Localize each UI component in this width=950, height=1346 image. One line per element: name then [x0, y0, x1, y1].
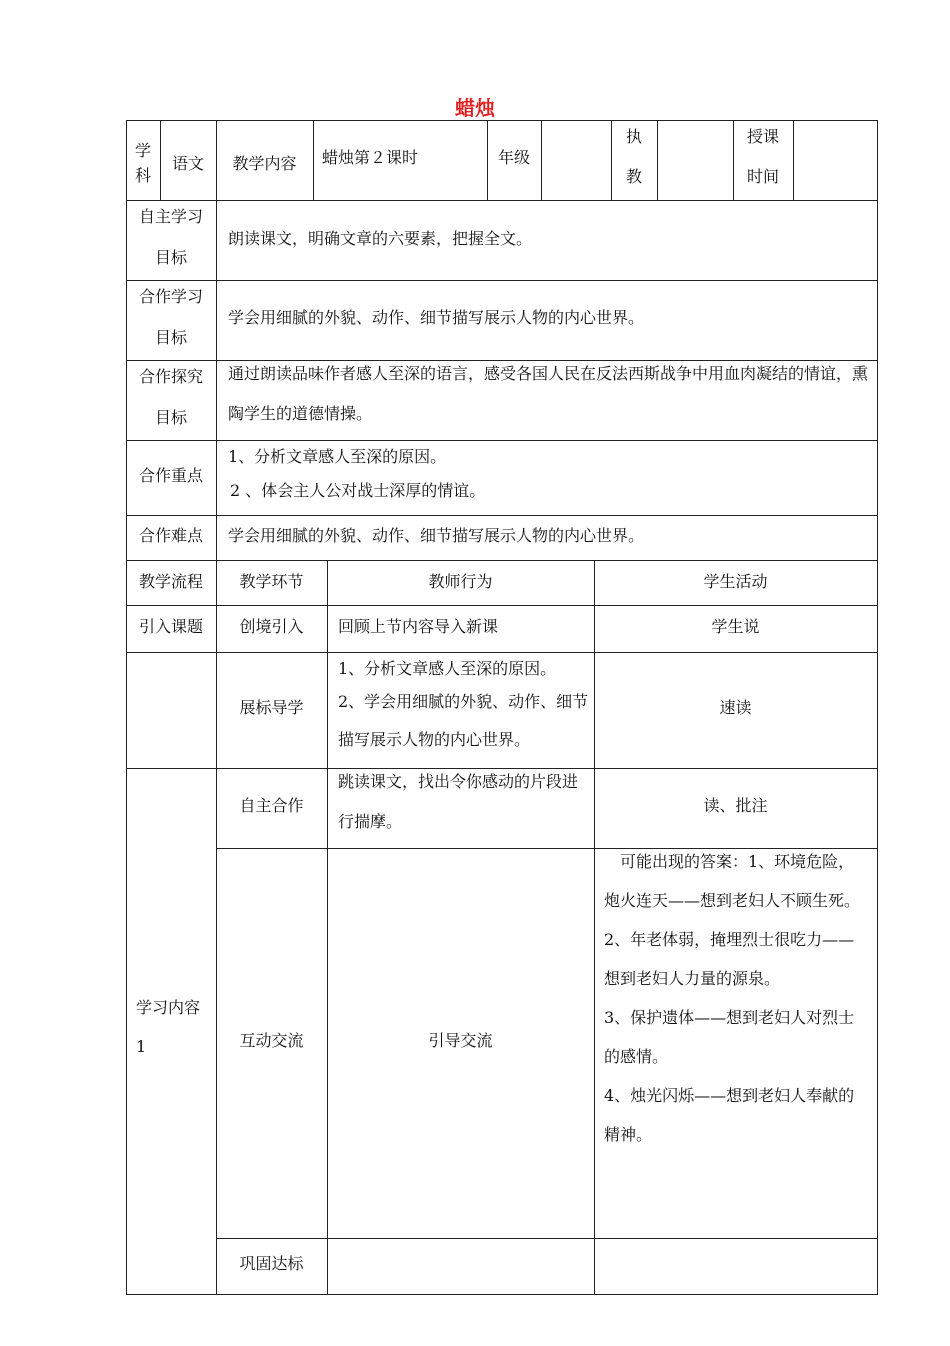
self-student: 读、批注 [703, 796, 768, 815]
document-title: 蜡烛 [455, 96, 495, 120]
interact-student-answers [604, 842, 870, 1154]
show-teacher-item: 2、学会用细腻的外貌、动作、细节描写展示人物的内心世界。 [338, 692, 589, 749]
show-step: 展标导学 [239, 698, 304, 717]
subject-label: 科 [134, 166, 151, 185]
row-divider [126, 280, 878, 281]
difficulty-text: 学会用细腻的外貌、动作、细节描写展示人物的内心世界。 [228, 526, 645, 545]
table-border-top [126, 120, 878, 121]
answer-item: 3、保护遗体——想到老妇人对烈士的感情。 [604, 1008, 855, 1066]
content-value: 蜡烛第２课时 [322, 148, 419, 167]
interact-step: 互动交流 [239, 1031, 304, 1050]
time-label: 时间 [746, 167, 779, 186]
row-divider [126, 515, 878, 516]
goal-label: 目标 [154, 408, 187, 427]
teacher-label: 教 [625, 167, 642, 186]
col-divider [541, 120, 542, 200]
intro-teacher: 回顾上节内容导入新课 [338, 617, 499, 636]
teacher-label: 执 [625, 127, 642, 146]
study-content-label: 学习内容 [136, 998, 201, 1017]
goal-text: 朗读课文，明确文章的六要素，把握全文。 [228, 229, 533, 248]
key-point-item: 2 、体会主人公对战士深厚的情谊。 [230, 481, 486, 500]
intro-student: 学生说 [711, 617, 760, 636]
difficulty-label: 合作难点 [138, 526, 203, 545]
show-teacher-item: 1、分析文章感人至深的原因。 [338, 659, 557, 678]
show-student: 速读 [719, 698, 752, 717]
subject-value: 语文 [171, 154, 204, 173]
goal-label: 合作学习 [138, 287, 203, 306]
key-points-label: 合作重点 [138, 466, 203, 485]
goal-text: 通过朗读品味作者感人至深的语言，感受各国人民在反法西斯战争中用血肉凝结的情谊，熏陶学生的道德情操。 [228, 364, 869, 423]
intro-flow: 引入课题 [138, 617, 203, 636]
goal-label: 自主学习 [138, 207, 203, 226]
goal-label: 合作探究 [138, 367, 203, 386]
time-label: 授课 [746, 127, 779, 146]
row-divider [126, 560, 878, 561]
process-header-teacher: 教师行为 [428, 572, 493, 591]
answer-item: 可能出现的答案：1、环境危险，炮火连天——想到老妇人不顾生死。 [604, 852, 861, 910]
col-divider [216, 560, 217, 1295]
content-label: 教学内容 [232, 154, 297, 173]
consolidate-step: 巩固达标 [239, 1254, 304, 1273]
process-header-student: 学生活动 [703, 572, 768, 591]
table-border-right [877, 120, 878, 1295]
subject-label: 学 [134, 141, 151, 160]
col-divider [327, 560, 328, 1295]
self-step: 自主合作 [239, 796, 304, 815]
col-divider [793, 120, 794, 200]
key-point-item: 1、分析文章感人至深的原因。 [228, 447, 447, 466]
col-divider [594, 560, 595, 1295]
col-divider [216, 200, 217, 560]
grade-label: 年级 [497, 148, 530, 167]
col-divider [313, 120, 314, 200]
interact-teacher: 引导交流 [428, 1031, 493, 1050]
row-divider [126, 440, 878, 441]
goal-text: 学会用细腻的外貌、动作、细节描写展示人物的内心世界。 [228, 308, 645, 327]
row-divider [126, 200, 878, 201]
goal-label: 目标 [154, 248, 187, 267]
row-divider [126, 605, 878, 606]
row-divider [216, 1238, 878, 1239]
row-divider [126, 652, 878, 653]
intro-step: 创境引入 [239, 617, 304, 636]
col-divider [657, 120, 658, 200]
study-content-label: 1 [136, 1037, 147, 1056]
process-header-flow: 教学流程 [138, 572, 203, 591]
table-border-bottom [126, 1294, 878, 1295]
process-header-step: 教学环节 [239, 572, 304, 591]
answer-item: 4、烛光闪烁——想到老妇人奉献的精神。 [604, 1086, 855, 1144]
goal-label: 目标 [154, 328, 187, 347]
self-teacher: 跳读课文，找出令你感动的片段进行揣摩。 [338, 772, 579, 831]
answer-item: 2、年老体弱，掩埋烈士很吃力——想到老妇人力量的源泉。 [604, 930, 855, 988]
